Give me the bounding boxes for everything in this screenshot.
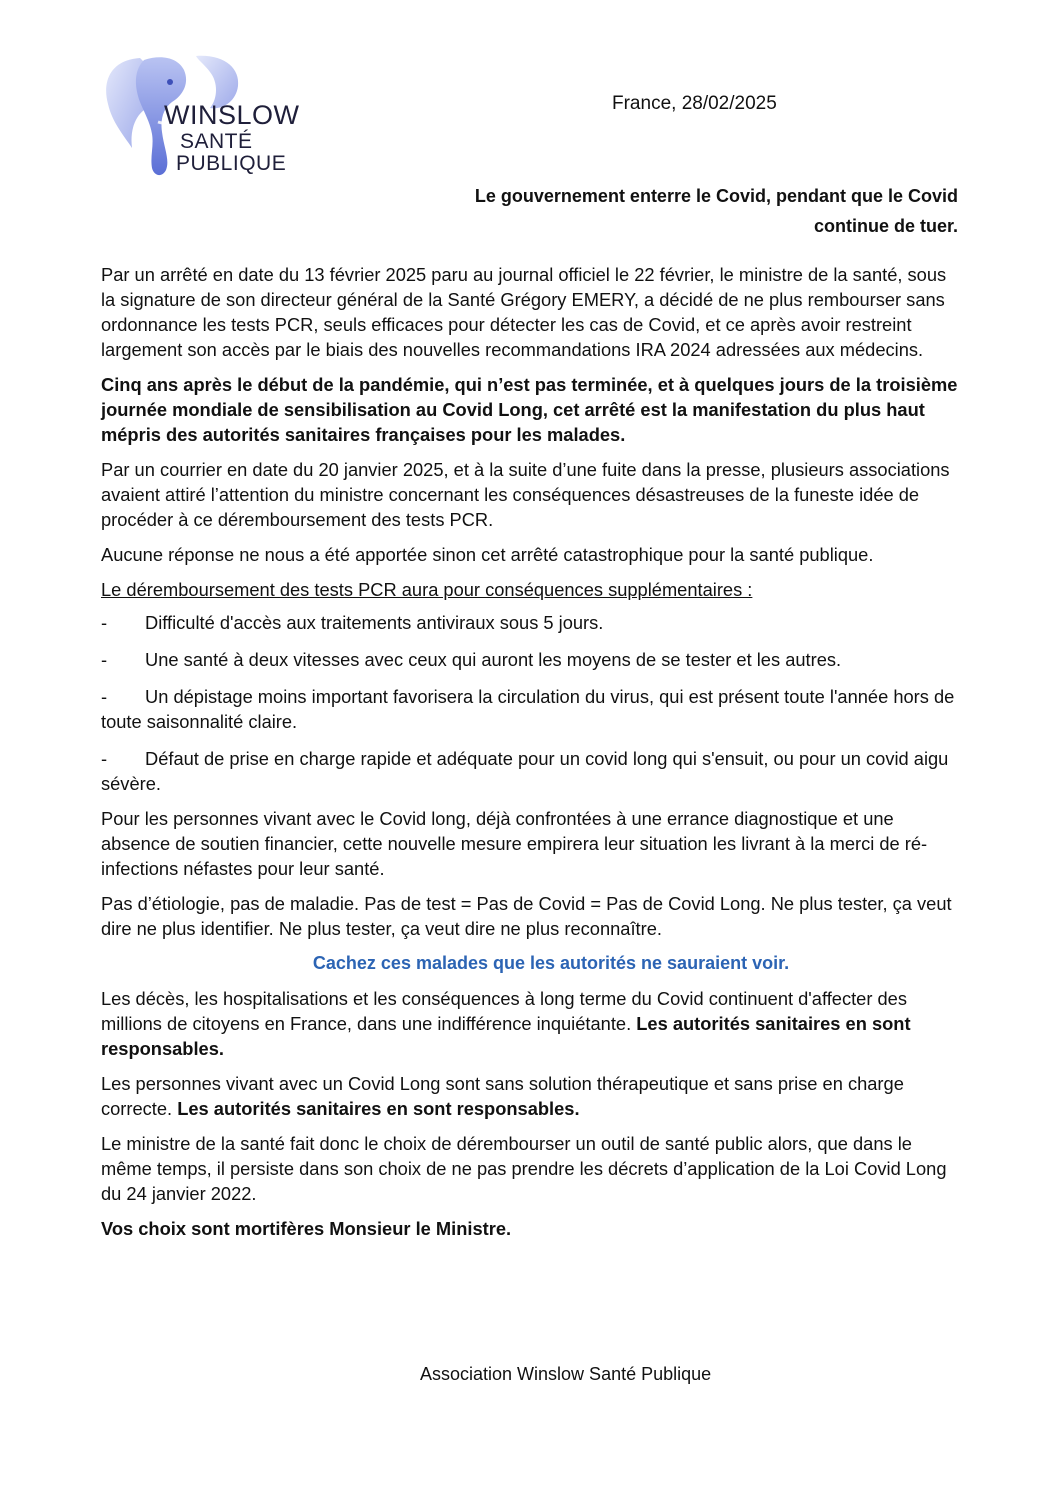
list-item-text: Un dépistage moins important favorisera la circulation du virus, qui est présent toute l'année hors de toute saisonnalité claire. (101, 686, 955, 732)
list-item (101, 684, 961, 734)
paragraph-7-bold: Les autorités sanitaires en sont responsables. (101, 1013, 911, 1059)
paragraph-9: Le ministre de la santé fait donc le choix de dérembourser un outil de santé public alors, que dans le même temps, il persiste dans son choix de ne pas prendre les décrets d’application de la Loi Covid Long du 24 janvier 2022. (101, 1133, 947, 1204)
list-item (101, 610, 961, 635)
paragraph-8-text: Les personnes vivant avec un Covid Long sont sans solution thérapeutique et sans prise en charge correcte. (101, 1073, 904, 1119)
paragraph-4: Aucune réponse ne nous a été apportée sinon cet arrêté catastrophique pour la santé publique. (101, 544, 874, 565)
signature: Association Winslow Santé Publique (420, 1364, 712, 1384)
list-item-text: Défaut de prise en charge rapide et adéquate pour un covid long qui s'ensuit, ou pour un covid aigu sévère. (101, 748, 949, 794)
list-item-text: Difficulté d'accès aux traitements antiviraux sous 5 jours. (145, 612, 604, 633)
document-date: France, 28/02/2025 (612, 93, 777, 114)
winslow-logo (100, 52, 310, 184)
paragraph-8 (101, 1071, 961, 1121)
list-item (101, 647, 961, 672)
paragraph-3: Par un courrier en date du 20 janvier 2025, et à la suite d’une fuite dans la presse, plusieurs associations avaient attiré l’attention du ministre concernant les conséquences désastreuses de la funeste idée de procéder à ce déremboursement des tests PCR. (101, 459, 950, 530)
paragraph-7-text: Les décès, les hospitalisations et les conséquences à long terme du Covid continuent d'affecter des millions de citoyens en France, dans une indifférence inquiétante. (101, 988, 907, 1034)
paragraph-6: Pas d’étiologie, pas de maladie. Pas de test = Pas de Covid = Pas de Covid Long. Ne plus tester, ça veut dire ne plus identifier. Ne plus tester, ça veut dire ne plus reconnaître. (101, 893, 952, 939)
list-dash: - (101, 686, 108, 707)
paragraph-10-bold: Vos choix sont mortifères Monsieur le Ministre. (101, 1218, 512, 1239)
headline: Le gouvernement enterre le Covid, pendant que le Covid continue de tuer. (474, 186, 958, 236)
list-dash: - (101, 612, 108, 633)
list-item-text: Une santé à deux vitesses avec ceux qui auront les moyens de se tester et les autres. (145, 649, 842, 670)
blue-slogan: Cachez ces malades que les autorités ne sauraient voir. (312, 953, 790, 973)
list-dash: - (101, 649, 108, 670)
paragraph-5: Pour les personnes vivant avec le Covid long, déjà confrontées à une errance diagnostique et une absence de soutien financier, cette nouvelle mesure empirera leur situation les livrant à la merci de ré-infections néfastes pour leur santé. (101, 808, 928, 879)
logo-word-winslow: WINSLOW (164, 100, 300, 130)
paragraph-8-bold: Les autorités sanitaires en sont responsables. (177, 1098, 580, 1119)
logo-word-publique: PUBLIQUE (176, 152, 287, 175)
document-body (101, 262, 961, 1251)
list-item (101, 746, 961, 796)
paragraph-2-bold: Cinq ans après le début de la pandémie, qui n’est pas terminée, et à quelques jours de la troisième journée mondiale de sensibilisation au Covid Long, cet arrêté est la manifestation du plus haut mépris des autorités sanitaires françaises pour les malades. (101, 374, 958, 445)
logo-word-sante: SANTÉ (180, 130, 253, 153)
list-dash: - (101, 748, 108, 769)
paragraph-1: Par un arrêté en date du 13 février 2025 paru au journal officiel le 22 février, le ministre de la santé, sous la signature de son directeur général de la Santé Grégory EMERY, a décidé de ne plus rembourser sans ordonnance les tests PCR, seuls efficaces pour détecter les cas de Covid, et ce après avoir restreint largement son accès par le biais des nouvelles recommandations IRA 2024 adressées aux médecins. (101, 264, 947, 360)
paragraph-7 (101, 986, 961, 1061)
list-title: Le déremboursement des tests PCR aura pour conséquences supplémentaires : (101, 579, 753, 600)
